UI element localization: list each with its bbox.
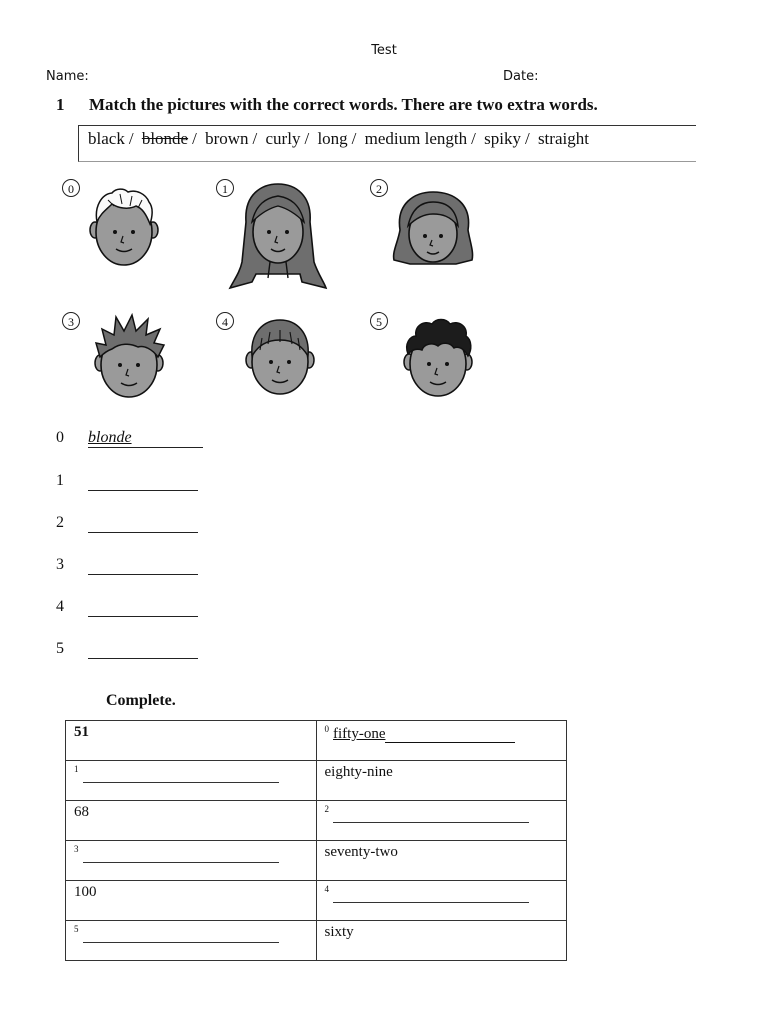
date-label: Date: [503,69,539,84]
item-number: 4 [324,884,329,894]
table-cell-word: eighty-nine [316,761,567,801]
word: medium length [364,129,468,148]
answer-example: blonde [88,429,132,446]
table-cell-word [316,721,567,761]
answer-line [88,447,203,448]
answer-input-line[interactable] [88,574,198,575]
table-cell-number: 51 [66,721,317,761]
picture-label-0: 0 [62,179,80,197]
table-row [66,721,567,761]
table-cell-word: sixty [316,921,567,961]
word: curly [265,129,301,148]
answer-input-line[interactable] [88,490,198,491]
item-number: 0 [324,724,329,734]
answer-number: 1 [56,472,64,489]
page-title: Test [371,43,397,58]
answer-input-line[interactable] [83,848,279,863]
word: black [88,129,125,148]
answer-number: 5 [56,640,64,657]
picture-label-4: 4 [216,312,234,330]
item-number: 2 [324,804,329,814]
answer-number: 3 [56,556,64,573]
item-number: 3 [74,844,79,854]
answer-row-3 [56,556,216,580]
exercise-number: 1 [56,95,65,114]
answer-row-2 [56,514,216,538]
table-row [66,761,567,801]
face-straight-icon [244,318,316,398]
item-number: 5 [74,924,79,934]
table-cell-blank[interactable] [316,881,567,921]
name-label: Name: [46,69,89,84]
word: straight [537,129,589,148]
word: spiky [484,129,521,148]
answer-number: 0 [56,429,64,446]
number-table [65,720,567,961]
table-row [66,801,567,841]
answer-row-0 [56,429,216,453]
word: brown [205,129,249,148]
table-cell-blank[interactable] [66,921,317,961]
table-row [66,921,567,961]
answer-row-5 [56,640,216,664]
answer-line [385,728,515,743]
answer-input-line[interactable] [88,616,198,617]
table-cell-blank[interactable] [66,841,317,881]
answer-input-line[interactable] [88,532,198,533]
table-cell-number: 100 [66,881,317,921]
table-cell-blank[interactable] [316,801,567,841]
answer-input-line[interactable] [88,658,198,659]
picture-label-2: 2 [370,179,388,197]
table-cell-word: seventy-two [316,841,567,881]
table-cell-blank[interactable] [66,761,317,801]
face-long-hair-icon [228,182,328,292]
word-struck: blonde [141,129,189,148]
picture-label-5: 5 [370,312,388,330]
answer-input-line[interactable] [333,888,529,903]
answer-number: 4 [56,598,64,615]
table-row [66,841,567,881]
face-medium-length-icon [390,190,476,270]
answer-input-line[interactable] [333,808,529,823]
item-number: 1 [74,764,79,774]
table-row [66,881,567,921]
face-curly-black-icon [402,318,474,398]
example-answer: fifty-one [333,726,386,742]
answer-row-1 [56,472,216,496]
complete-instruction: Complete. [106,692,176,709]
picture-label-1: 1 [216,179,234,197]
picture-label-3: 3 [62,312,80,330]
answer-input-line[interactable] [83,928,279,943]
exercise-instruction: Match the pictures with the correct words. There are two extra words. [89,95,598,114]
word: long [317,129,348,148]
face-spiky-icon [92,313,166,401]
answer-number: 2 [56,514,64,531]
table-cell-number: 68 [66,801,317,841]
answer-input-line[interactable] [83,768,279,783]
answer-row-4 [56,598,216,622]
word-list: black / blonde / brown / curly / long / medium length / spiky / straight [88,129,589,148]
face-blonde-icon [88,186,160,270]
